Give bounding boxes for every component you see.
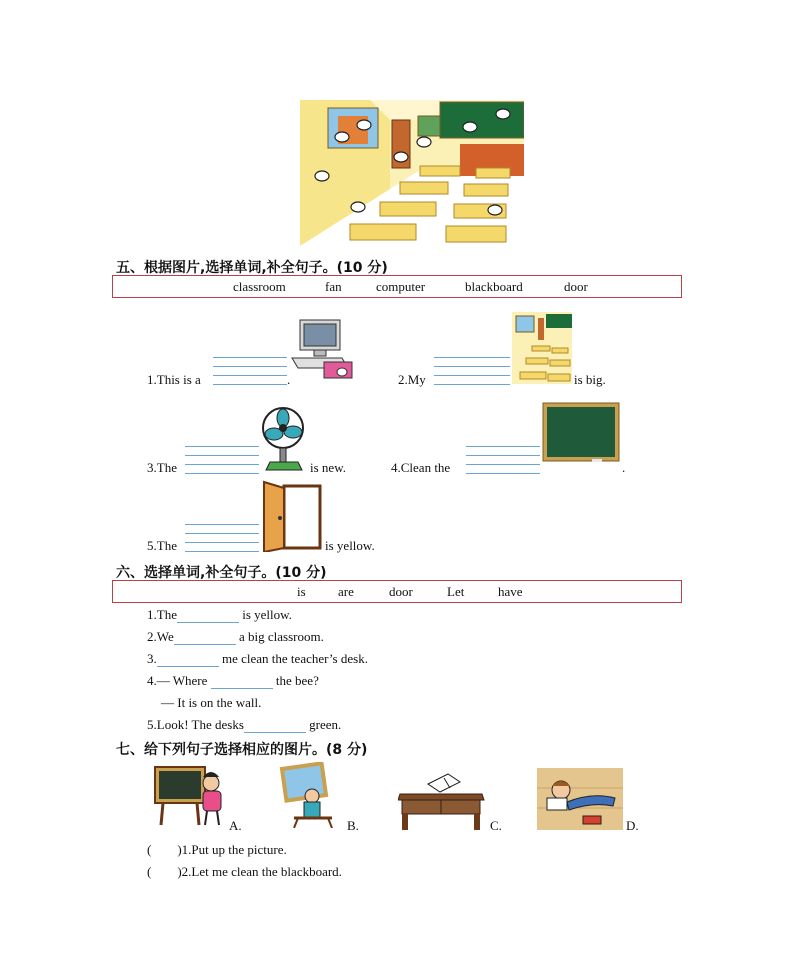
blackboard-picture	[542, 402, 620, 466]
answer-line[interactable]	[466, 464, 540, 465]
word-bank-item: Let	[447, 584, 465, 599]
s7-q1: ( )1.Put up the picture.	[147, 842, 287, 857]
section5-word-bank	[112, 275, 682, 298]
answer-line[interactable]	[185, 551, 259, 552]
picture-b-put-up-picture	[276, 762, 342, 828]
answer-paren-open[interactable]: (	[147, 864, 152, 879]
s6-q2: 2.We a big classroom.	[147, 629, 324, 644]
word-bank-item: fan	[325, 279, 342, 294]
s6-q3: 3. me clean the teacher’s desk.	[147, 651, 368, 666]
s5-q3-suffix: is new.	[310, 460, 346, 475]
answer-blank[interactable]	[157, 652, 219, 667]
fan-picture	[258, 406, 308, 474]
word-bank-item: classroom	[233, 279, 286, 294]
answer-line[interactable]	[466, 473, 540, 474]
answer-blank[interactable]	[244, 718, 306, 733]
answer-blank[interactable]	[177, 608, 239, 623]
s6-q4: 4.— Where the bee?	[147, 673, 319, 688]
answer-line[interactable]	[213, 384, 287, 385]
word-bank-item: have	[498, 584, 523, 599]
answer-line[interactable]	[434, 357, 510, 358]
answer-line[interactable]	[466, 455, 540, 456]
answer-blank[interactable]	[174, 630, 236, 645]
classroom-picture	[512, 312, 572, 384]
section6-title: 六、选择单词,补全句子。(10 分)	[116, 565, 327, 581]
answer-paren-open[interactable]: (	[147, 842, 152, 857]
s5-q5-suffix: is yellow.	[325, 538, 375, 553]
answer-line[interactable]	[185, 533, 259, 534]
option-label-c: C.	[490, 818, 502, 833]
answer-line[interactable]	[185, 473, 259, 474]
section6-word-bank	[112, 580, 682, 603]
s5-q1-prefix: 1.This is a	[147, 372, 201, 387]
s5-q1-suffix: .	[287, 372, 291, 387]
computer-picture	[290, 318, 356, 380]
answer-line[interactable]	[213, 375, 287, 376]
word-bank-item: door	[564, 279, 588, 294]
answer-line[interactable]	[185, 446, 259, 447]
word-bank-item: computer	[376, 279, 426, 294]
answer-line[interactable]	[185, 455, 259, 456]
answer-blank[interactable]	[211, 674, 273, 689]
answer-line[interactable]	[466, 446, 540, 447]
s6-q1: 1.The is yellow.	[147, 607, 292, 622]
option-label-a: A.	[229, 818, 242, 833]
answer-line[interactable]	[185, 524, 259, 525]
picture-c-desk-with-book	[398, 768, 486, 830]
section7-title: 七、给下列句子选择相应的图片。(8 分)	[116, 742, 368, 758]
s5-q4-prefix: 4.Clean the	[391, 460, 451, 475]
word-bank-item: is	[297, 584, 306, 599]
answer-line[interactable]	[185, 464, 259, 465]
answer-line[interactable]	[185, 542, 259, 543]
door-picture	[260, 480, 324, 552]
answer-line[interactable]	[213, 366, 287, 367]
s6-q4-answer: — It is on the wall.	[161, 695, 262, 710]
s5-q4-suffix: .	[622, 460, 626, 475]
word-bank-item: are	[338, 584, 354, 599]
word-bank-item: blackboard	[465, 279, 523, 294]
s7-q2: ( )2.Let me clean the blackboard.	[147, 864, 342, 879]
answer-line[interactable]	[434, 375, 510, 376]
s5-q3-prefix: 3.The	[147, 460, 177, 475]
s5-q5-prefix: 5.The	[147, 538, 177, 553]
option-label-d: D.	[626, 818, 639, 833]
s5-q2-prefix: 2.My	[398, 372, 426, 387]
s6-q5: 5.Look! The desks green.	[147, 717, 342, 732]
option-label-b: B.	[347, 818, 359, 833]
answer-line[interactable]	[434, 366, 510, 367]
section5-title: 五、根据图片,选择单词,补全句子。(10 分)	[116, 260, 388, 276]
word-bank-item: door	[389, 584, 413, 599]
picture-a-blackboard-cleaning	[153, 763, 227, 827]
answer-line[interactable]	[434, 384, 510, 385]
picture-d-boy-reading	[537, 768, 623, 830]
answer-line[interactable]	[213, 357, 287, 358]
classroom-illustration	[300, 100, 524, 246]
s5-q2-suffix: is big.	[574, 372, 606, 387]
